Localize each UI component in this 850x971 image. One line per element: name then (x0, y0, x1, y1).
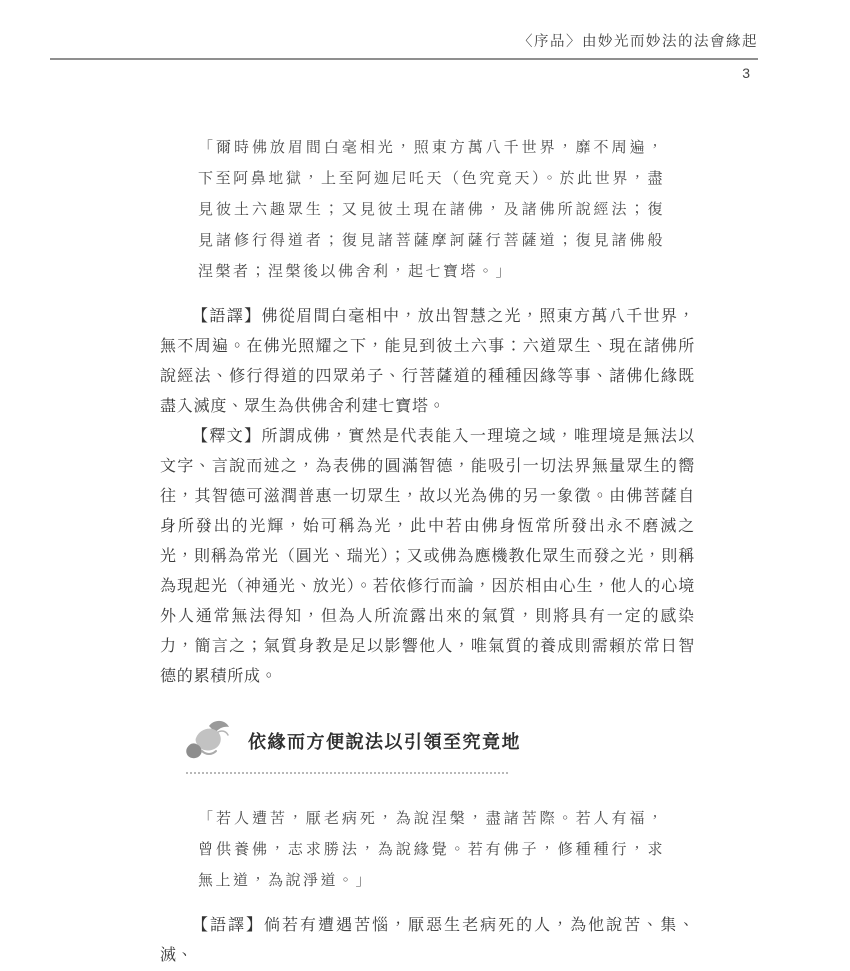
label-shiwen: 【釋文】 (192, 428, 262, 445)
paragraph-yuyi-2-text: 倘若有遭遇苦惱，厭惡生老病死的人，為他說苦、集、滅、 (160, 917, 695, 964)
paragraph-shiwen (160, 422, 695, 692)
paragraph-yuyi-2 (160, 911, 695, 971)
label-yuyi-2: 【語譯】 (192, 917, 265, 934)
text-column (160, 133, 695, 971)
paragraph-shiwen-text: 所謂成佛，實然是代表能入一理境之域，唯理境是無法以文字、言說而述之，為表佛的圓滿智德，能吸引一切法界無量眾生的嚮往，其智德可滋潤普惠一切眾生，故以光為佛的另一象徵。由佛菩薩自身所發出的光輝，始可稱為光，此中若由佛身恆常所發出永不磨滅之光，則稱為常光（圓光、瑞光）；又或佛為應機教化眾生而發之光，則稱為現起光（神通光、放光）。若依修行而論，因於相由心生，他人的心境外人通常無法得知，但為人所流露出來的氣質，則將具有一定的感染力，簡言之；氣質身教是足以影響他人，唯氣質的養成則需賴於常日智德的累積所成。 (160, 428, 695, 685)
section-heading-row (186, 718, 521, 774)
paragraph-yuyi-1 (160, 302, 695, 422)
sutra-quote-2: 「若人遭苦，厭老病死，為說涅槃，盡諸苦際。若人有福，曾供養佛，志求勝法，為說緣覺。若有佛子，修種種行，求無上道，為說淨道。」 (198, 811, 665, 889)
section-heading: 依緣而方便說法以引領至究竟地 (248, 732, 521, 752)
sutra-quote-1: 「爾時佛放眉間白毫相光，照東方萬八千世界，靡不周遍，下至阿鼻地獄，上至阿迦尼吒天（色究竟天）。於此世界，盡見彼土六趣眾生；又見彼土現在諸佛，及諸佛所說經法；復見諸修行得道者；復見諸菩薩摩訶薩行菩薩道；復見諸佛般涅槃者；涅槃後以佛舍利，起七寶塔。」 (198, 140, 665, 280)
spacer (160, 774, 695, 804)
calligraphy-bird-ornament-icon (182, 718, 234, 764)
running-head (50, 30, 758, 81)
paragraph-yuyi-1-text: 佛從眉間白毫相中，放出智慧之光，照東方萬八千世界，無不周遍。在佛光照耀之下，能見到彼土六事：六道眾生、現在諸佛所說經法、修行得道的四眾弟子、行菩薩道的種種因緣等事、諸佛化緣既盡入滅度、眾生為供佛舍利建七寶塔。 (160, 308, 695, 415)
page-number: 3 (742, 65, 750, 81)
label-yuyi: 【語譯】 (192, 308, 262, 325)
chapter-title: 〈序品〉由妙光而妙法的法會緣起 (518, 34, 758, 50)
